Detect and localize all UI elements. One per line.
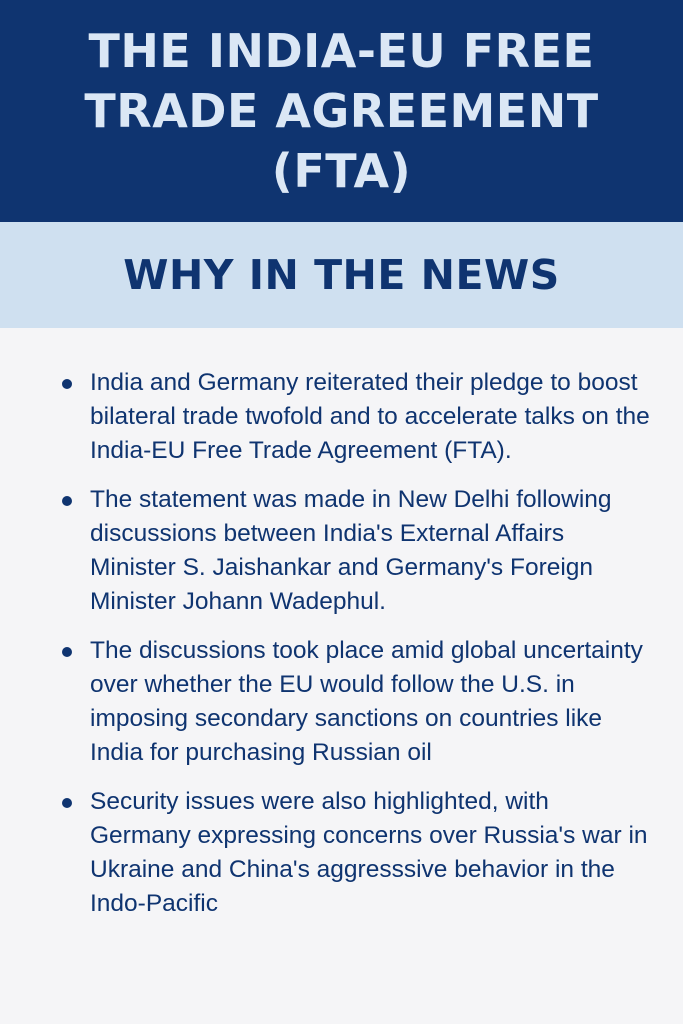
bullet-text: The statement was made in New Delhi following discussions between India's External Affairs Minister S. Jaishankar and Germany's Foreign Minister Johann Wadephul. <box>90 486 612 615</box>
bullet-text: The discussions took place amid global uncertainty over whether the EU would follow the U.S. in imposing secondary sanctions on countries like India for purchasing Russian oil <box>90 637 643 766</box>
section-title: WHY IN THE NEWS <box>123 251 560 299</box>
page-title-line-2: TRADE AGREEMENT (FTA) <box>84 84 599 198</box>
bullet-item <box>60 634 650 770</box>
bullet-item <box>60 483 650 619</box>
page-title-line-1: THE INDIA-EU FREE <box>88 24 595 78</box>
bullet-text: India and Germany reiterated their pledge to boost bilateral trade twofold and to accelerate talks on the India-EU Free Trade Agreement (FTA). <box>90 369 650 464</box>
header-banner <box>0 0 683 222</box>
bullet-item <box>60 366 650 468</box>
bullet-dot-icon <box>62 798 72 808</box>
bullet-text: Security issues were also highlighted, with Germany expressing concerns over Russia's war in Ukraine and China's aggresssive behavior in the Indo-Pacific <box>90 788 648 917</box>
bullet-dot-icon <box>62 379 72 389</box>
page-title <box>22 21 662 201</box>
bullet-dot-icon <box>62 647 72 657</box>
bullet-item <box>60 785 650 921</box>
bullet-list <box>60 366 650 936</box>
section-banner <box>0 222 683 328</box>
content-area <box>0 328 683 1024</box>
bullet-dot-icon <box>62 496 72 506</box>
